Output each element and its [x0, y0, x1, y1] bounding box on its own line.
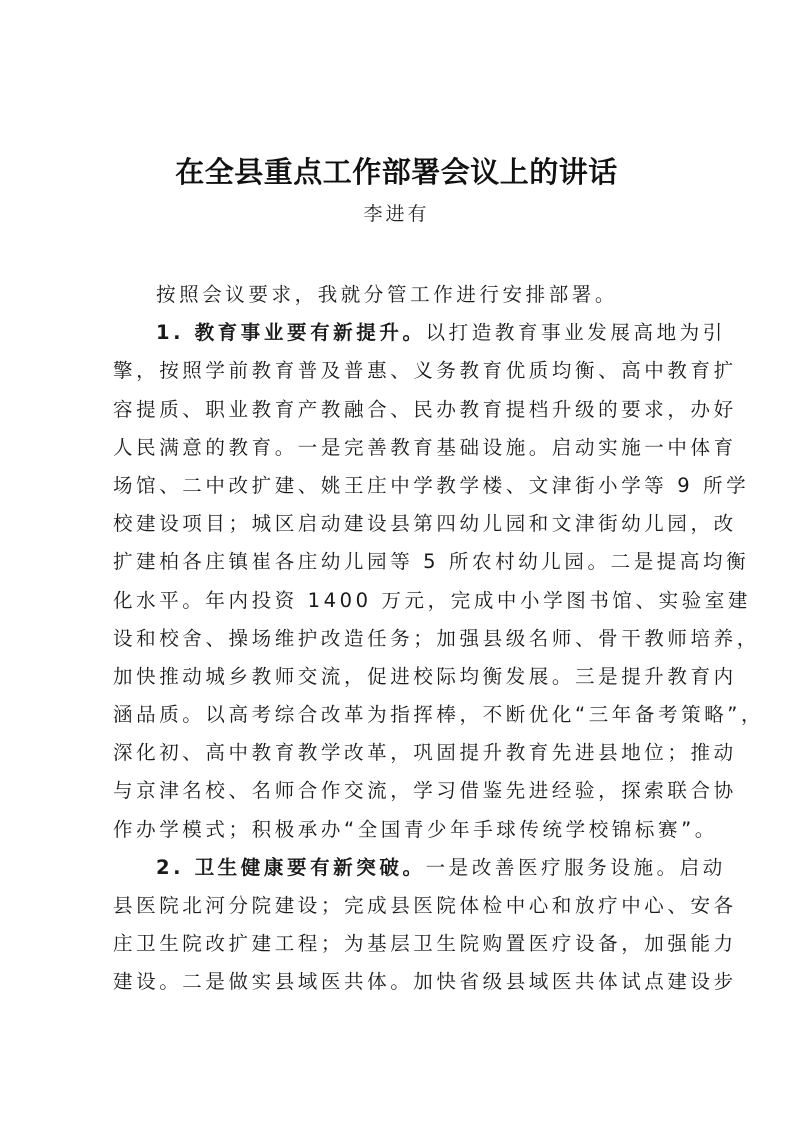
body-text: 化水平。年内投资 1400 万元，完成中小学图书馆、实验室建 — [113, 588, 752, 612]
body-text: 擎，按照学前教育普及普惠、义务教育优质均衡、高中教育扩 — [113, 359, 737, 383]
text-line — [113, 696, 765, 734]
body-text: 一是改善医疗服务设施。启动 — [425, 855, 726, 879]
body-text: 扩建柏各庄镇崔各庄幼儿园等 5 所农村幼儿园。二是提高均衡 — [113, 550, 750, 574]
text-line — [113, 849, 726, 887]
text-line — [113, 887, 737, 925]
body-text: 以打造教育事业发展高地为引 — [425, 321, 726, 345]
paragraph — [113, 276, 683, 314]
body-text: 作办学模式；积极承办“全国青少年手球传统学校锦标赛”。 — [113, 817, 718, 841]
body-text: 与京津名校、名师合作交流，学习借鉴先进经验，探索联合协 — [113, 779, 737, 803]
body-text: 庄卫生院改扩建工程；为基层卫生院购置医疗设备，加强能力 — [113, 932, 737, 956]
body-text: 场馆、二中改扩建、姚王庄中学教学楼、文津街小学等 9 所学 — [113, 473, 750, 497]
text-line — [113, 276, 683, 314]
body-text: 建设。二是做实县域医共体。加快省级县域医共体试点建设步 — [113, 970, 737, 994]
text-line — [113, 429, 737, 467]
text-line — [113, 467, 750, 505]
body-text: 涵品质。以高考综合改革为指挥棒，不断优化“三年备考策略”， — [113, 703, 765, 727]
section-heading: 2. 卫生健康要有新突破。 — [156, 855, 426, 879]
text-line — [113, 811, 718, 849]
body-text: 人民满意的教育。一是完善教育基础设施。启动实施一中体育 — [113, 435, 737, 459]
body-text: 按照会议要求，我就分管工作进行安排部署。 — [156, 283, 619, 306]
body-text: 加快推动城乡教师交流，促进校际均衡发展。三是提升教育内 — [113, 664, 737, 688]
body-text: 深化初、高中教育教学改革，巩固提升教育先进县地位；推动 — [113, 741, 737, 765]
text-line — [113, 314, 726, 352]
body-text: 设和校舍、操场维护改造任务；加强县级名师、骨干教师培养， — [113, 626, 760, 650]
document-title: 在全县重点工作部署会议上的讲话 — [175, 155, 618, 189]
paragraph — [113, 314, 765, 849]
text-line — [113, 963, 737, 1001]
paragraph — [113, 849, 737, 1002]
text-line — [113, 543, 750, 581]
body-text: 校建设项目；城区启动建设县第四幼儿园和文津街幼儿园，改 — [113, 512, 737, 536]
body-text: 县医院北河分院建设；完成县医院体检中心和放疗中心、安各 — [113, 894, 737, 917]
section-heading: 1. 教育事业要有新提升。 — [156, 321, 426, 345]
body-text: 容提质、职业教育产教融合、民办教育提档升级的要求，办好 — [113, 397, 737, 421]
text-line — [113, 505, 737, 543]
text-line — [113, 658, 737, 696]
text-line — [113, 620, 760, 658]
text-line — [113, 352, 737, 390]
text-line — [113, 582, 752, 620]
text-line — [113, 391, 737, 429]
text-line — [113, 772, 737, 810]
text-line — [113, 734, 737, 772]
text-line — [113, 925, 737, 963]
document-author: 李进有 — [363, 203, 430, 225]
document-body — [113, 276, 765, 1002]
